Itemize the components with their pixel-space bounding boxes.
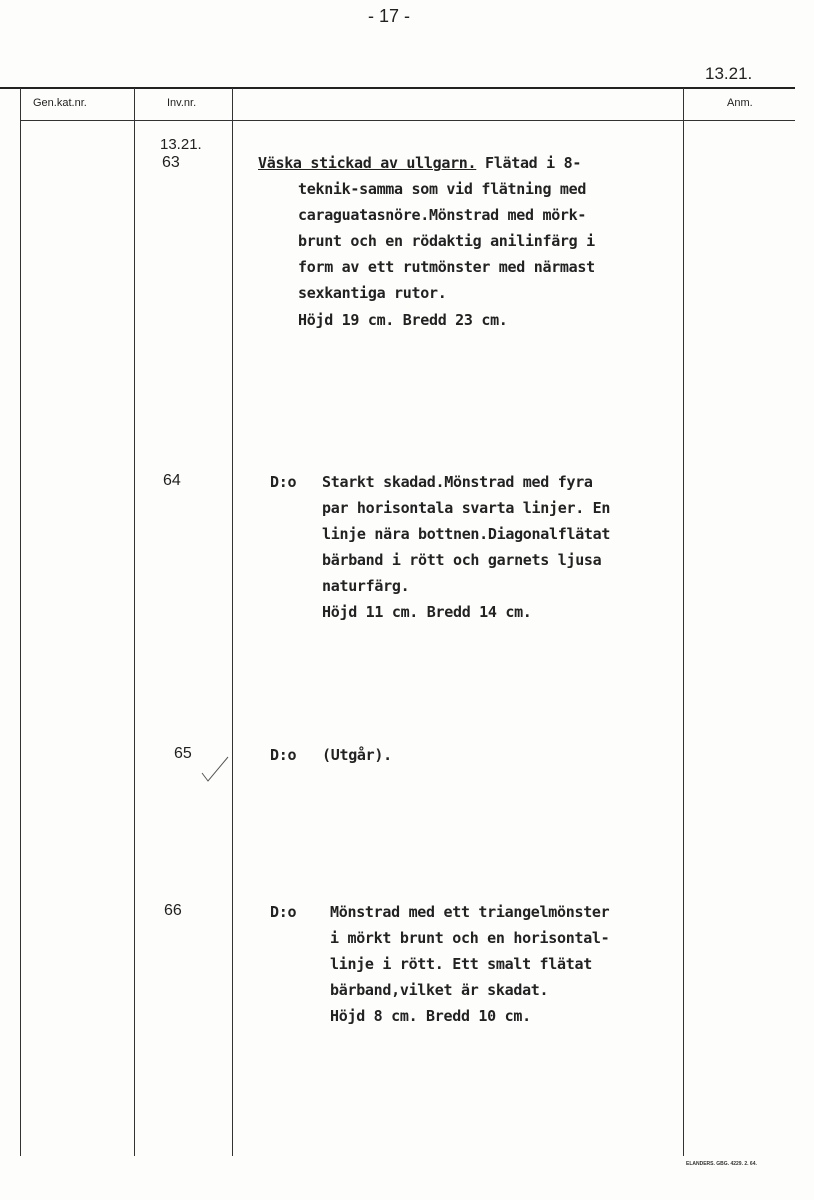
catalog-reference: 13.21.: [705, 64, 753, 83]
description-line: naturfärg.: [322, 577, 410, 595]
header-top-rule: [0, 87, 795, 89]
description-line: i mörkt brunt och en horisontal-: [330, 929, 610, 947]
description-line: form av ett rutmönster med närmast: [298, 258, 595, 276]
description-line: Starkt skadad.Mönstrad med fyra: [322, 473, 593, 491]
header-gen-kat-nr: Gen.kat.nr.: [33, 97, 87, 109]
description-line: brunt och en rödaktig anilinfärg i: [298, 232, 595, 250]
header-bottom-rule: [20, 120, 795, 121]
column-divider: [232, 88, 233, 1156]
description-line: teknik-samma som vid flätning med: [298, 180, 587, 198]
description-line: sexkantiga rutor.: [298, 284, 447, 302]
ditto-mark: D:o: [270, 746, 297, 764]
printer-mark: ELANDERS. GBG. 4229. 2. 64.: [686, 1161, 757, 1167]
description-line: Höjd 8 cm. Bredd 10 cm.: [330, 1007, 531, 1025]
description-line: linje nära bottnen.Diagonalflätat: [322, 525, 611, 543]
page-number: - 17 -: [368, 6, 411, 26]
description-line: Höjd 11 cm. Bredd 14 cm.: [322, 603, 532, 621]
header-anm: Anm.: [727, 97, 753, 109]
description-line: caraguatasnöre.Mönstrad med mörk-: [298, 206, 587, 224]
ditto-mark: D:o: [270, 903, 297, 921]
description-line: (Utgår).: [322, 746, 392, 764]
inv-number: 65: [174, 745, 192, 762]
entry-prefix: 13.21.: [160, 136, 202, 153]
description-line: Mönstrad med ett triangelmönster: [330, 903, 610, 921]
description-line: Höjd 19 cm. Bredd 23 cm.: [298, 311, 508, 329]
description-line: par horisontala svarta linjer. En: [322, 499, 611, 517]
description-line: Flätad i 8-: [485, 154, 582, 172]
entry-title: Väska stickad av ullgarn.: [258, 154, 477, 172]
column-divider: [683, 88, 684, 1156]
inv-number: 64: [163, 472, 181, 489]
header-inv-nr: Inv.nr.: [167, 97, 197, 109]
description-line: bärband i rött och garnets ljusa: [322, 551, 602, 569]
column-divider: [134, 88, 135, 1156]
inv-number: 66: [164, 902, 182, 919]
column-divider: [20, 88, 21, 1156]
checkmark-icon: [200, 755, 230, 785]
ditto-mark: D:o: [270, 473, 297, 491]
inv-number: 63: [162, 154, 180, 171]
description-line: linje i rött. Ett smalt flätat: [330, 955, 592, 973]
description-line: bärband,vilket är skadat.: [330, 981, 549, 999]
